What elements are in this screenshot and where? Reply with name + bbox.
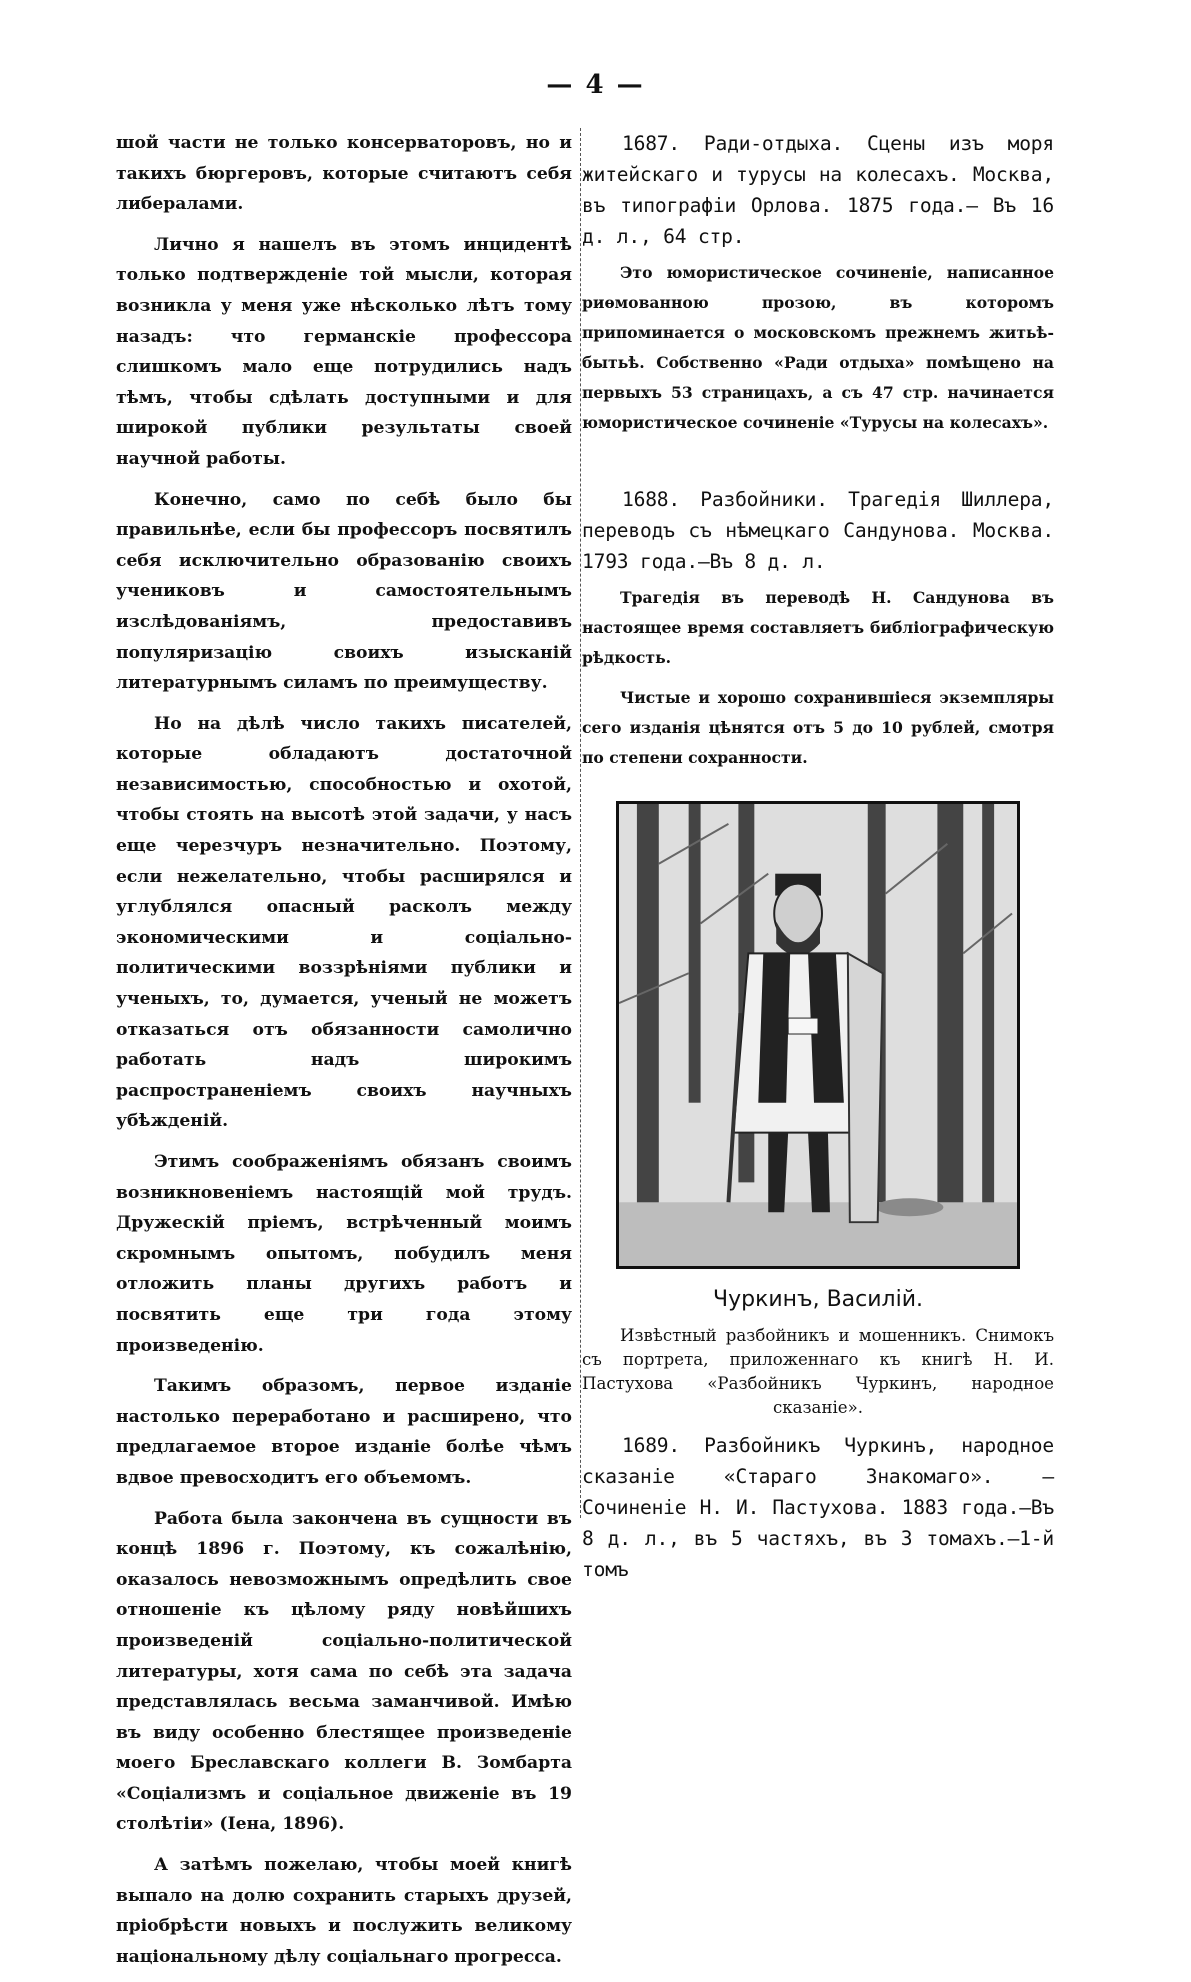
page-number: — 4 — [546, 70, 645, 100]
entry-1687-description: Это юмористическое сочиненіе, написанное риѳмованною прозою, въ которомъ припоминается о московскомъ прежнемъ житьѣ-бытьѣ. Собственно «Ради отдыха» помѣщено на первыхъ 53 страницахъ, а съ 47 стр. начинается юмористическое сочиненіе «Турусы на колесахъ». [582, 263, 1054, 432]
paragraph: шой части не только консерваторовъ, но и такихъ бюргеровъ, которые считаютъ себя либералами. [116, 133, 572, 215]
portrait-title: Чуркинъ, Василій. [713, 1287, 923, 1312]
paragraph: Этимъ соображеніямъ обязанъ своимъ возникновеніемъ настоящій мой трудъ. Дружескій пріемъ, встрѣченный моимъ скромнымъ опытомъ, побудилъ меня отложить планы другихъ работъ и посвятить еще три года этому произведенію. [116, 1152, 572, 1356]
portrait-engraving [616, 801, 1020, 1269]
left-column [116, 128, 572, 1982]
column-divider [580, 128, 581, 1518]
paragraph: Работа была закончена въ сущности въ концѣ 1896 г. Поэтому, къ сожалѣнію, оказалось невозможнымъ опредѣлить свое отношеніе къ цѣлому ряду новѣйшихъ произведеній соціально-политической литературы, хотя сама по себѣ эта задача представлялась весьма заманчивой. Имѣю въ виду особенно блестящее произведеніе моего Бреславскаго коллеги В. Зомбарта «Соціализмъ и соціальное движеніе въ 19 столѣтіи» (Іена, 1896). [116, 1508, 572, 1835]
paragraph: Такимъ образомъ, первое изданіе настолько переработано и расширено, что предлагаемое второе изданіе болѣе чѣмъ вдвое превосходитъ его объемомъ. [116, 1376, 572, 1488]
paragraph: Конечно, само по себѣ было бы правильнѣе, если бы профессоръ посвятилъ себя исключительно образованію своихъ учениковъ и самостоятельнымъ изслѣдованіямъ, предоставивъ популяризацію своихъ изысканій литературнымъ силамъ по преимуществу. [116, 489, 572, 694]
spacer [582, 448, 1054, 484]
entry-1688-description: Трагедія въ переводѣ Н. Сандунова въ настоящее время составляетъ библіографическую рѣдкость. [582, 588, 1054, 667]
entry-1688-heading: 1688. Разбойники. Трагедія Шиллера, переводъ съ нѣмецкаго Сандунова. Москва. 1793 года.—Въ 8 д. л. [582, 488, 1054, 573]
entry-1687-heading: 1687. Ради-отдыха. Сцены изъ моря житейскаго и турусы на колесахъ. Москва, въ типографіи Орлова. 1875 года.— Въ 16 д. л., 64 стр. [582, 132, 1054, 248]
paragraph: Лично я нашелъ въ этомъ инцидентѣ только подтвержденіе той мысли, которая возникла у меня уже нѣсколько лѣтъ тому назадъ: что германскіе профессора слишкомъ мало еще потрудились надъ тѣмъ, чтобы сдѣлать доступными и для широкой публики результаты своей научной работы. [116, 234, 572, 469]
paragraph: А затѣмъ пожелаю, чтобы моей книгѣ выпало на долю сохранить старыхъ друзей, пріобрѣсти новыхъ и послужить великому національному дѣлу соціальнаго прогресса. [116, 1855, 572, 1967]
entry-1688-price-note: Чистые и хорошо сохранившіеся экземпляры сего изданія цѣнятся отъ 5 до 10 рублей, смотря по степени сохранности. [582, 688, 1054, 767]
paragraph: Но на дѣлѣ число такихъ писателей, которые обладаютъ достаточной независимостью, способностью и охотой, чтобы стоять на высотѣ этой задачи, у насъ еще черезчуръ незначительно. Поэтому, если нежелательно, чтобы расширялся и углублялся опасный расколъ между экономическими и соціально-политическими воззрѣніями публики и ученыхъ, то, думается, ученый не можетъ отказаться отъ обязанности самолично работать надъ широкимъ распространеніемъ своихъ научныхъ убѣжденій. [116, 713, 572, 1132]
right-column [582, 128, 1054, 1591]
entry-1689-heading: 1689. Разбойникъ Чуркинъ, народное сказаніе «Стараго Знакомаго». — Сочиненіе Н. И. Пастухова. 1883 года.—Въ 8 д. л., въ 5 частяхъ, въ 3 томахъ.—1-й томъ [582, 1433, 1054, 1581]
forest-portrait-image [619, 804, 1017, 1266]
portrait-caption: Извѣстный разбойникъ и мошенникъ. Снимокъ съ портрета, приложеннаго къ книгѣ Н. И. Пастухова «Разбойникъ Чуркинъ, народное сказаніе». [582, 1325, 1054, 1417]
